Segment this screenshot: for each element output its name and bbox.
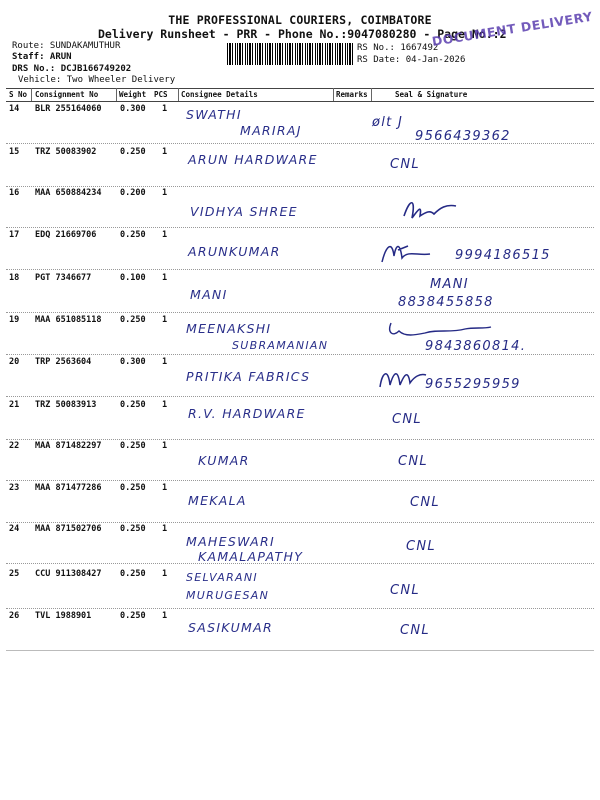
row-consignment-no: CCU 911308427 — [35, 569, 102, 579]
signature-name: MANI — [430, 277, 469, 292]
signature-phone: 9994186515 — [455, 248, 551, 263]
consignee-name-line2: MARIRAJ — [240, 123, 302, 138]
table-row — [0, 483, 600, 523]
row-weight: 0.250 — [120, 483, 146, 493]
signature-text: CNL — [406, 539, 436, 554]
row-sno: 23 — [9, 483, 20, 493]
col-pcs: PCS — [154, 90, 168, 99]
row-sno: 16 — [9, 188, 20, 198]
col-divider — [178, 88, 179, 101]
row-consignment-no: BLR 255164060 — [35, 104, 102, 114]
row-consignment-no: TRP 2563604 — [35, 357, 92, 367]
col-divider — [371, 88, 372, 101]
consignee-name-line2: SUBRAMANIAN — [232, 339, 329, 352]
row-pcs: 1 — [162, 230, 168, 240]
col-signature: Seal & Signature — [395, 90, 468, 99]
document-delivery-stamp: DOCUMENT DELIVERY — [430, 8, 594, 49]
consignee-name: KUMAR — [198, 453, 250, 468]
signature-phone: 9655295959 — [425, 377, 521, 392]
company-name: THE PROFESSIONAL COURIERS, COIMBATORE — [168, 13, 432, 27]
row-weight: 0.250 — [120, 400, 146, 410]
table-row — [0, 524, 600, 564]
consignee-name: SWATHI — [186, 107, 242, 122]
consignee-name: ARUNKUMAR — [188, 244, 281, 259]
row-consignment-no: MAA 651085118 — [35, 315, 102, 325]
table-row — [0, 315, 600, 355]
row-divider — [6, 396, 594, 397]
signature-scribble — [378, 236, 458, 268]
consignee-name: R.V. HARDWARE — [188, 406, 306, 421]
table-row — [0, 230, 600, 270]
row-sno: 14 — [9, 104, 20, 114]
staff-label: Staff: ARUN — [12, 52, 72, 62]
consignee-name: SELVARANI — [186, 571, 258, 584]
barcode — [227, 43, 353, 65]
consignee-name: MANI — [190, 287, 228, 302]
table-row — [0, 569, 600, 609]
table-row — [0, 147, 600, 187]
row-consignment-no: MAA 871502706 — [35, 524, 102, 534]
row-weight: 0.250 — [120, 569, 146, 579]
row-pcs: 1 — [162, 400, 168, 410]
signature-scribble — [400, 192, 460, 224]
signature-text: CNL — [390, 583, 420, 598]
row-consignment-no: EDQ 21669706 — [35, 230, 97, 240]
rs-number: RS No.: 1667492 — [357, 43, 439, 53]
row-consignment-no: TVL 1988901 — [35, 611, 92, 621]
row-pcs: 1 — [162, 315, 168, 325]
row-sno: 15 — [9, 147, 20, 157]
row-weight: 0.300 — [120, 357, 146, 367]
signature-phone: 8838455858 — [398, 295, 494, 310]
col-divider — [31, 88, 32, 101]
consignee-name-line2: MURUGESAN — [186, 589, 270, 602]
row-divider — [6, 312, 594, 313]
col-consignee: Consignee Details — [181, 90, 258, 99]
consignee-name: SASIKUMAR — [188, 620, 273, 635]
row-weight: 0.250 — [120, 611, 146, 621]
row-pcs: 1 — [162, 188, 168, 198]
row-pcs: 1 — [162, 273, 168, 283]
col-remarks: Remarks — [336, 90, 368, 99]
row-sno: 19 — [9, 315, 20, 325]
row-pcs: 1 — [162, 611, 168, 621]
table-row — [0, 188, 600, 228]
consignee-name: MAHESWARI — [186, 534, 275, 549]
drs-number: DRS No.: DCJB166749202 — [12, 64, 132, 74]
table-header-rule — [6, 101, 594, 102]
row-pcs: 1 — [162, 483, 168, 493]
row-divider — [6, 608, 594, 609]
signature-phone: 9566439362 — [415, 129, 511, 144]
row-pcs: 1 — [162, 147, 168, 157]
signature-text: CNL — [390, 157, 420, 172]
signature-text: CNL — [392, 412, 422, 427]
row-divider — [6, 563, 594, 564]
signature-text: ølt J — [372, 115, 404, 130]
consignee-name: PRITIKA FABRICS — [186, 369, 311, 384]
row-consignment-no: TRZ 50083913 — [35, 400, 97, 410]
consignee-name: ARUN HARDWARE — [188, 152, 318, 167]
row-sno: 20 — [9, 357, 20, 367]
row-divider — [6, 269, 594, 270]
col-divider — [116, 88, 117, 101]
row-weight: 0.300 — [120, 104, 146, 114]
col-sno: S No — [9, 90, 28, 99]
signature-text: CNL — [398, 454, 428, 469]
consignee-name: MEKALA — [188, 493, 247, 508]
row-consignment-no: MAA 871482297 — [35, 441, 102, 451]
signature-phone: 9843860814. — [425, 339, 527, 354]
row-divider — [6, 186, 594, 187]
row-weight: 0.250 — [120, 315, 146, 325]
row-divider — [6, 439, 594, 440]
signature-text: CNL — [400, 623, 430, 638]
consignee-name: VIDHYA SHREE — [190, 204, 298, 219]
signature-text: CNL — [410, 495, 440, 510]
row-weight: 0.250 — [120, 441, 146, 451]
signature-scribble — [376, 363, 430, 393]
vehicle-label: Vehicle: Two Wheeler Delivery — [18, 75, 176, 85]
table-row — [0, 441, 600, 481]
row-pcs: 1 — [162, 104, 168, 114]
row-pcs: 1 — [162, 441, 168, 451]
rs-date: RS Date: 04-Jan-2026 — [357, 55, 466, 65]
row-sno: 22 — [9, 441, 20, 451]
row-sno: 25 — [9, 569, 20, 579]
row-consignment-no: MAA 650884234 — [35, 188, 102, 198]
row-weight: 0.100 — [120, 273, 146, 283]
route-label: Route: SUNDAKAMUTHUR — [12, 41, 121, 51]
row-divider — [6, 227, 594, 228]
row-pcs: 1 — [162, 569, 168, 579]
table-top-rule — [6, 88, 594, 89]
row-sno: 26 — [9, 611, 20, 621]
row-consignment-no: TRZ 50083902 — [35, 147, 97, 157]
row-weight: 0.250 — [120, 524, 146, 534]
row-consignment-no: MAA 871477286 — [35, 483, 102, 493]
row-pcs: 1 — [162, 357, 168, 367]
table-row — [0, 357, 600, 397]
row-sno: 24 — [9, 524, 20, 534]
row-divider — [6, 650, 594, 651]
consignee-name-line2: KAMALAPATHY — [198, 549, 304, 564]
col-divider — [333, 88, 334, 101]
col-consignment: Consignment No — [35, 90, 99, 99]
row-divider — [6, 480, 594, 481]
row-weight: 0.250 — [120, 230, 146, 240]
table-row — [0, 273, 600, 313]
signature-scribble — [385, 319, 495, 341]
table-row — [0, 611, 600, 651]
row-divider — [6, 354, 594, 355]
row-divider — [6, 143, 594, 144]
table-row — [0, 400, 600, 440]
consignee-name: MEENAKSHI — [186, 321, 272, 336]
col-weight: Weight — [119, 90, 147, 99]
row-sno: 17 — [9, 230, 20, 240]
row-sno: 21 — [9, 400, 20, 410]
row-pcs: 1 — [162, 524, 168, 534]
runsheet-title: Delivery Runsheet - PRR - Phone No.:9047080280 - Page No.:2 — [98, 27, 507, 41]
table-row — [0, 104, 600, 144]
row-weight: 0.250 — [120, 147, 146, 157]
row-sno: 18 — [9, 273, 20, 283]
row-consignment-no: PGT 7346677 — [35, 273, 92, 283]
row-weight: 0.200 — [120, 188, 146, 198]
row-divider — [6, 522, 594, 523]
